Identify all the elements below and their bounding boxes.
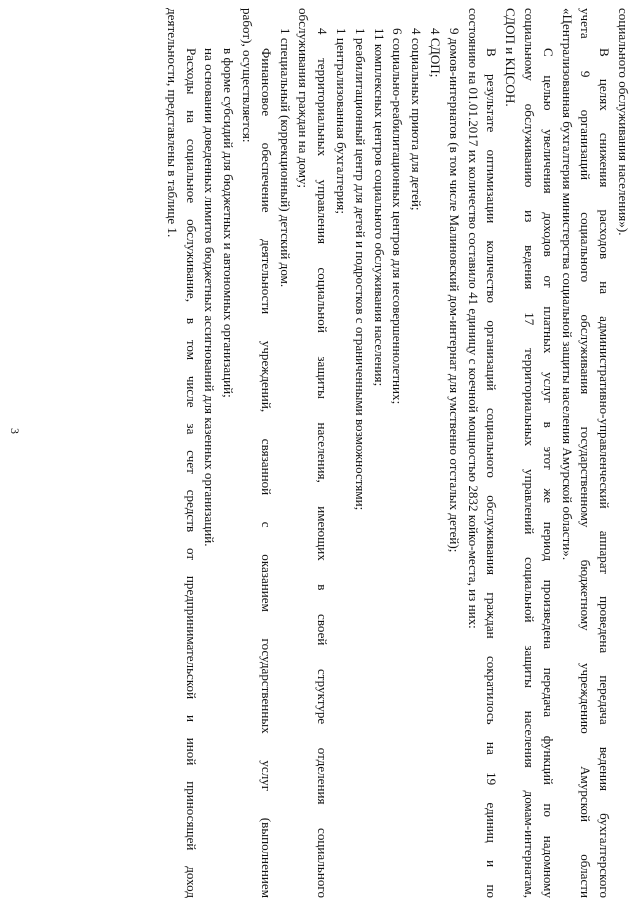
text-line: Расходы на социальное обслуживание, в том числе за счет средств от предпринимательской и иной приносящей доход (183, 48, 199, 898)
text-line: социального обслуживания населения»). (616, 8, 631, 236)
text-line: обслуживания граждан на дому; (296, 8, 312, 188)
text-line: В целях снижения расходов на административно-управленческий аппарат проведена передача ведения бухгалтерского (597, 48, 613, 898)
text-line: В результате оптимизации количество организаций социального обслуживания граждан сократилось на 19 единиц и по (484, 48, 500, 898)
text-line: в форме субсидий для бюджетных и автономных организаций; (221, 48, 237, 398)
text-line: состоянию на 01.01.2017 их количество составило 41 единицу с коечной мощностью 2832 койко-места, из них: (465, 8, 481, 629)
text-line: социальному обслуживанию из ведения 17 территориальных управлений социальной защиты населения домам-интернатам, (522, 8, 538, 898)
text-line: 4 СДОП; (428, 28, 444, 78)
text-line: учета 9 организаций социального обслуживания государственному бюджетному учреждению Амурской области (578, 8, 594, 898)
text-line: 11 комплексных центров социального обслуживания населения; (371, 28, 387, 387)
text-line: Финансовое обеспечение деятельности учреждений, связанной с оказанием государственных услуг (выполнением (258, 48, 274, 898)
text-line: «Централизованная бухгалтерия министерства социальной защиты населения Амурской области». (559, 8, 575, 561)
text-line: 4 социальных приюта для детей; (409, 28, 425, 211)
text-line: 6 социально-реабилитационных центров для несовершеннолетних; (390, 28, 406, 405)
text-line: работ), осуществляется: (240, 8, 256, 143)
page-number: 3 (8, 428, 22, 434)
text-line: на основании доведенных лимитов бюджетных ассигнований для казенных организаций. (202, 48, 218, 547)
text-line: 4 территориальных управления социальной защиты населения, имеющих в своей структуре отделения социального (315, 28, 331, 898)
text-line: С целью увеличения доходов от платных услуг в этот же период произведена передача функций по надомному (540, 48, 556, 898)
text-line: 1 централизованная бухгалтерия; (334, 28, 350, 214)
text-line: 9 домов-интернатов (в том числе Малиновский дом-интернат для умственно отсталых детей); (446, 28, 462, 553)
text-line: деятельности, представлены в таблице 1. (164, 8, 180, 238)
document-body (12, 8, 632, 898)
text-line: 1 реабилитационный центр для детей и подростков с ограниченными возможностями; (352, 28, 368, 511)
text-line: СДОП и КЦСОН. (503, 8, 519, 107)
text-line: 1 специальный (коррекционный) детский дом. (277, 28, 293, 288)
